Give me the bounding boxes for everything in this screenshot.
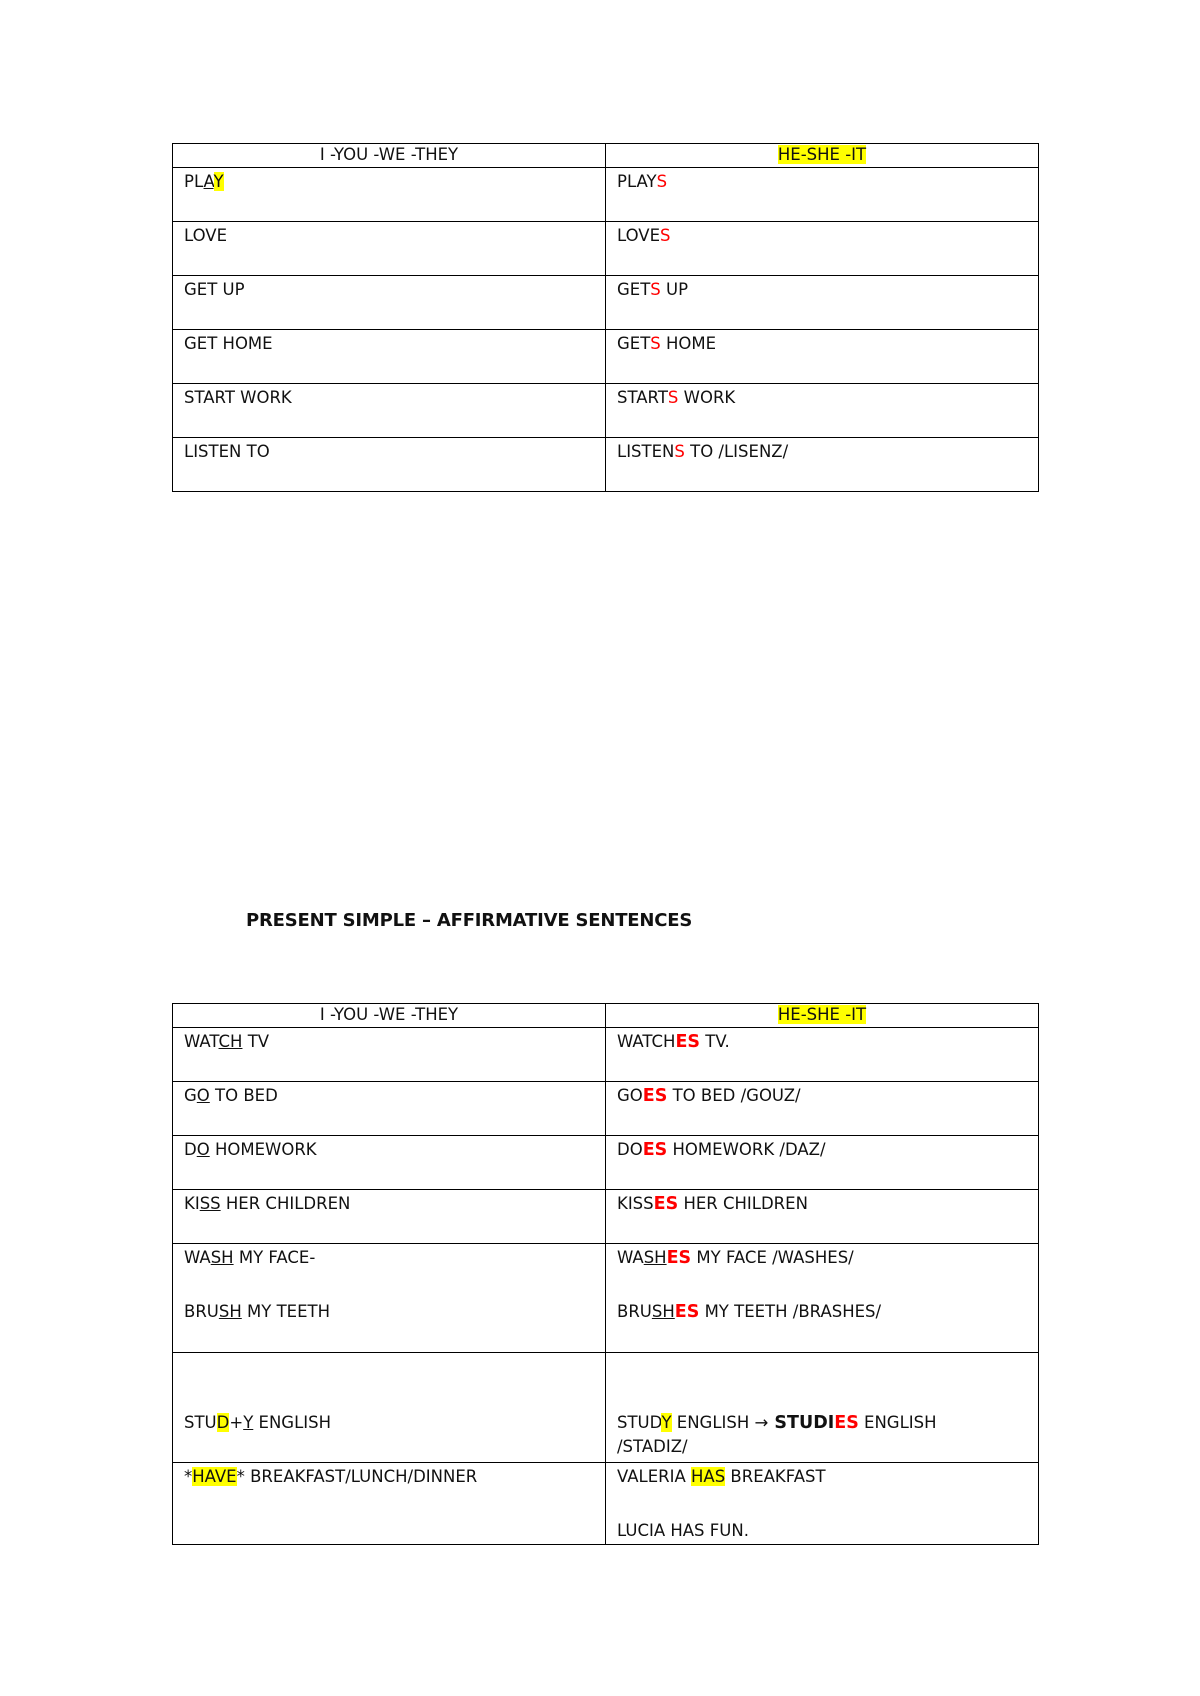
verb-third-cell: GETS UP (606, 276, 1039, 330)
verb-third-cell: STUDY ENGLISH → STUDIES ENGLISH /STADIZ/ (606, 1353, 1039, 1463)
header-plural-subjects: I -YOU -WE -THEY (173, 144, 606, 168)
verb-third-cell: KISSES HER CHILDREN (606, 1190, 1039, 1244)
arrow-right-icon: → (754, 1413, 769, 1432)
table-row (173, 1353, 1039, 1463)
verb-third-cell: WATCHES TV. (606, 1028, 1039, 1082)
header-third-person: HE-SHE -IT (606, 1004, 1039, 1028)
table-row (173, 168, 1039, 222)
verb-third-cell: STARTS WORK (606, 384, 1039, 438)
verb-third-cell: LISTENS TO /LISENZ/ (606, 438, 1039, 492)
verb-base-cell: KISS HER CHILDREN (173, 1190, 606, 1244)
table-row (173, 438, 1039, 492)
verb-base-cell: DO HOMEWORK (173, 1136, 606, 1190)
verb-third-cell: VALERIA HAS BREAKFAST LUCIA HAS FUN. (606, 1463, 1039, 1545)
verb-base-cell: LISTEN TO (173, 438, 606, 492)
section-heading: PRESENT SIMPLE – AFFIRMATIVE SENTENCES (246, 910, 693, 931)
verb-third-cell: GETS HOME (606, 330, 1039, 384)
header-plural-subjects: I -YOU -WE -THEY (173, 1004, 606, 1028)
table-header-row (173, 144, 1039, 168)
verb-base-cell: WATCH TV (173, 1028, 606, 1082)
table-row (173, 1190, 1039, 1244)
verb-base-cell: GET HOME (173, 330, 606, 384)
verb-base-cell: GET UP (173, 276, 606, 330)
table-row (173, 1082, 1039, 1136)
verb-third-cell: WASHES MY FACE /WASHES/ BRUSHES MY TEETH /BRASHES/ (606, 1244, 1039, 1353)
table-conjugation-2 (172, 1003, 1039, 1545)
verb-third-cell: GOES TO BED /GOUZ/ (606, 1082, 1039, 1136)
table-conjugation-1 (172, 143, 1039, 492)
table-row (173, 1028, 1039, 1082)
verb-third-cell: LOVES (606, 222, 1039, 276)
verb-base-cell: *HAVE* BREAKFAST/LUNCH/DINNER (173, 1463, 606, 1545)
verb-base-cell: PLAY (173, 168, 606, 222)
header-third-person: HE-SHE -IT (606, 144, 1039, 168)
verb-base-cell: WASH MY FACE- BRUSH MY TEETH (173, 1244, 606, 1353)
verb-base-cell: STUD+Y ENGLISH (173, 1353, 606, 1463)
verb-third-cell: DOES HOMEWORK /DAZ/ (606, 1136, 1039, 1190)
verb-third-cell: PLAYS (606, 168, 1039, 222)
table-header-row (173, 1004, 1039, 1028)
table-row (173, 276, 1039, 330)
table-row (173, 1244, 1039, 1353)
verb-base-cell: LOVE (173, 222, 606, 276)
table-row (173, 330, 1039, 384)
verb-base-cell: START WORK (173, 384, 606, 438)
verb-base-cell: GO TO BED (173, 1082, 606, 1136)
table-row (173, 384, 1039, 438)
table-row (173, 1463, 1039, 1545)
table-row (173, 1136, 1039, 1190)
table-row (173, 222, 1039, 276)
